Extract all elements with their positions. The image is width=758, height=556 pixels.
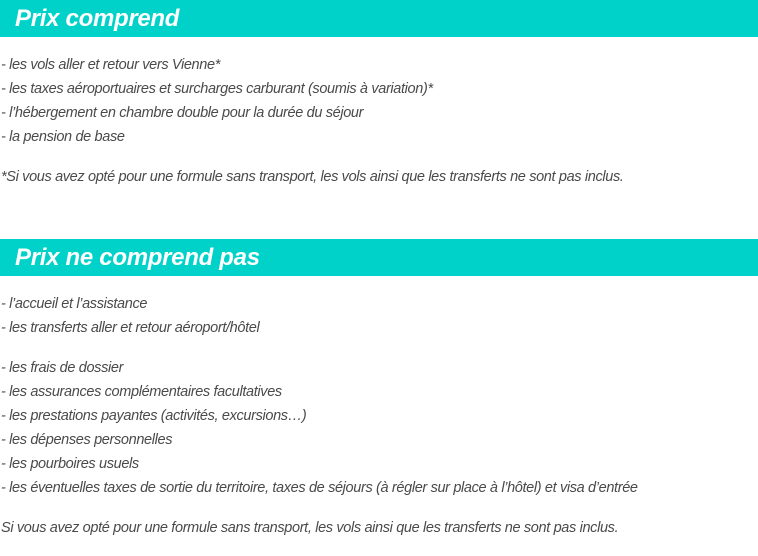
- excluded-item: - l’accueil et l’assistance: [1, 296, 148, 312]
- excluded-item: - les assurances complémentaires facultatives: [1, 384, 282, 400]
- excluded-footnote: Si vous avez opté pour une formule sans transport, les vols ainsi que les transferts ne sont pas inclus.: [1, 520, 619, 536]
- excluded-item: - les prestations payantes (activités, excursions…): [1, 408, 307, 424]
- section-header-prix-comprend: [0, 0, 758, 37]
- included-item: - les taxes aéroportuaires et surcharges carburant (soumis à variation)*: [1, 81, 433, 97]
- excluded-item: - les dépenses personnelles: [1, 432, 173, 448]
- excluded-item: - les transferts aller et retour aéroport/hôtel: [1, 320, 260, 336]
- excluded-item: - les pourboires usuels: [1, 456, 139, 472]
- section-title: Prix comprend: [15, 5, 180, 32]
- section-title: Prix ne comprend pas: [15, 244, 260, 271]
- excluded-item: - les éventuelles taxes de sortie du territoire, taxes de séjours (à régler sur place à l’hôtel) et visa d’entrée: [1, 480, 638, 496]
- section-header-prix-ne-comprend-pas: [0, 239, 758, 276]
- included-item: - l’hébergement en chambre double pour la durée du séjour: [1, 105, 364, 121]
- excluded-item: - les frais de dossier: [1, 360, 124, 376]
- included-item: - les vols aller et retour vers Vienne*: [1, 57, 220, 73]
- included-item: - la pension de base: [1, 129, 125, 145]
- included-footnote: *Si vous avez opté pour une formule sans transport, les vols ainsi que les transferts ne sont pas inclus.: [1, 169, 624, 185]
